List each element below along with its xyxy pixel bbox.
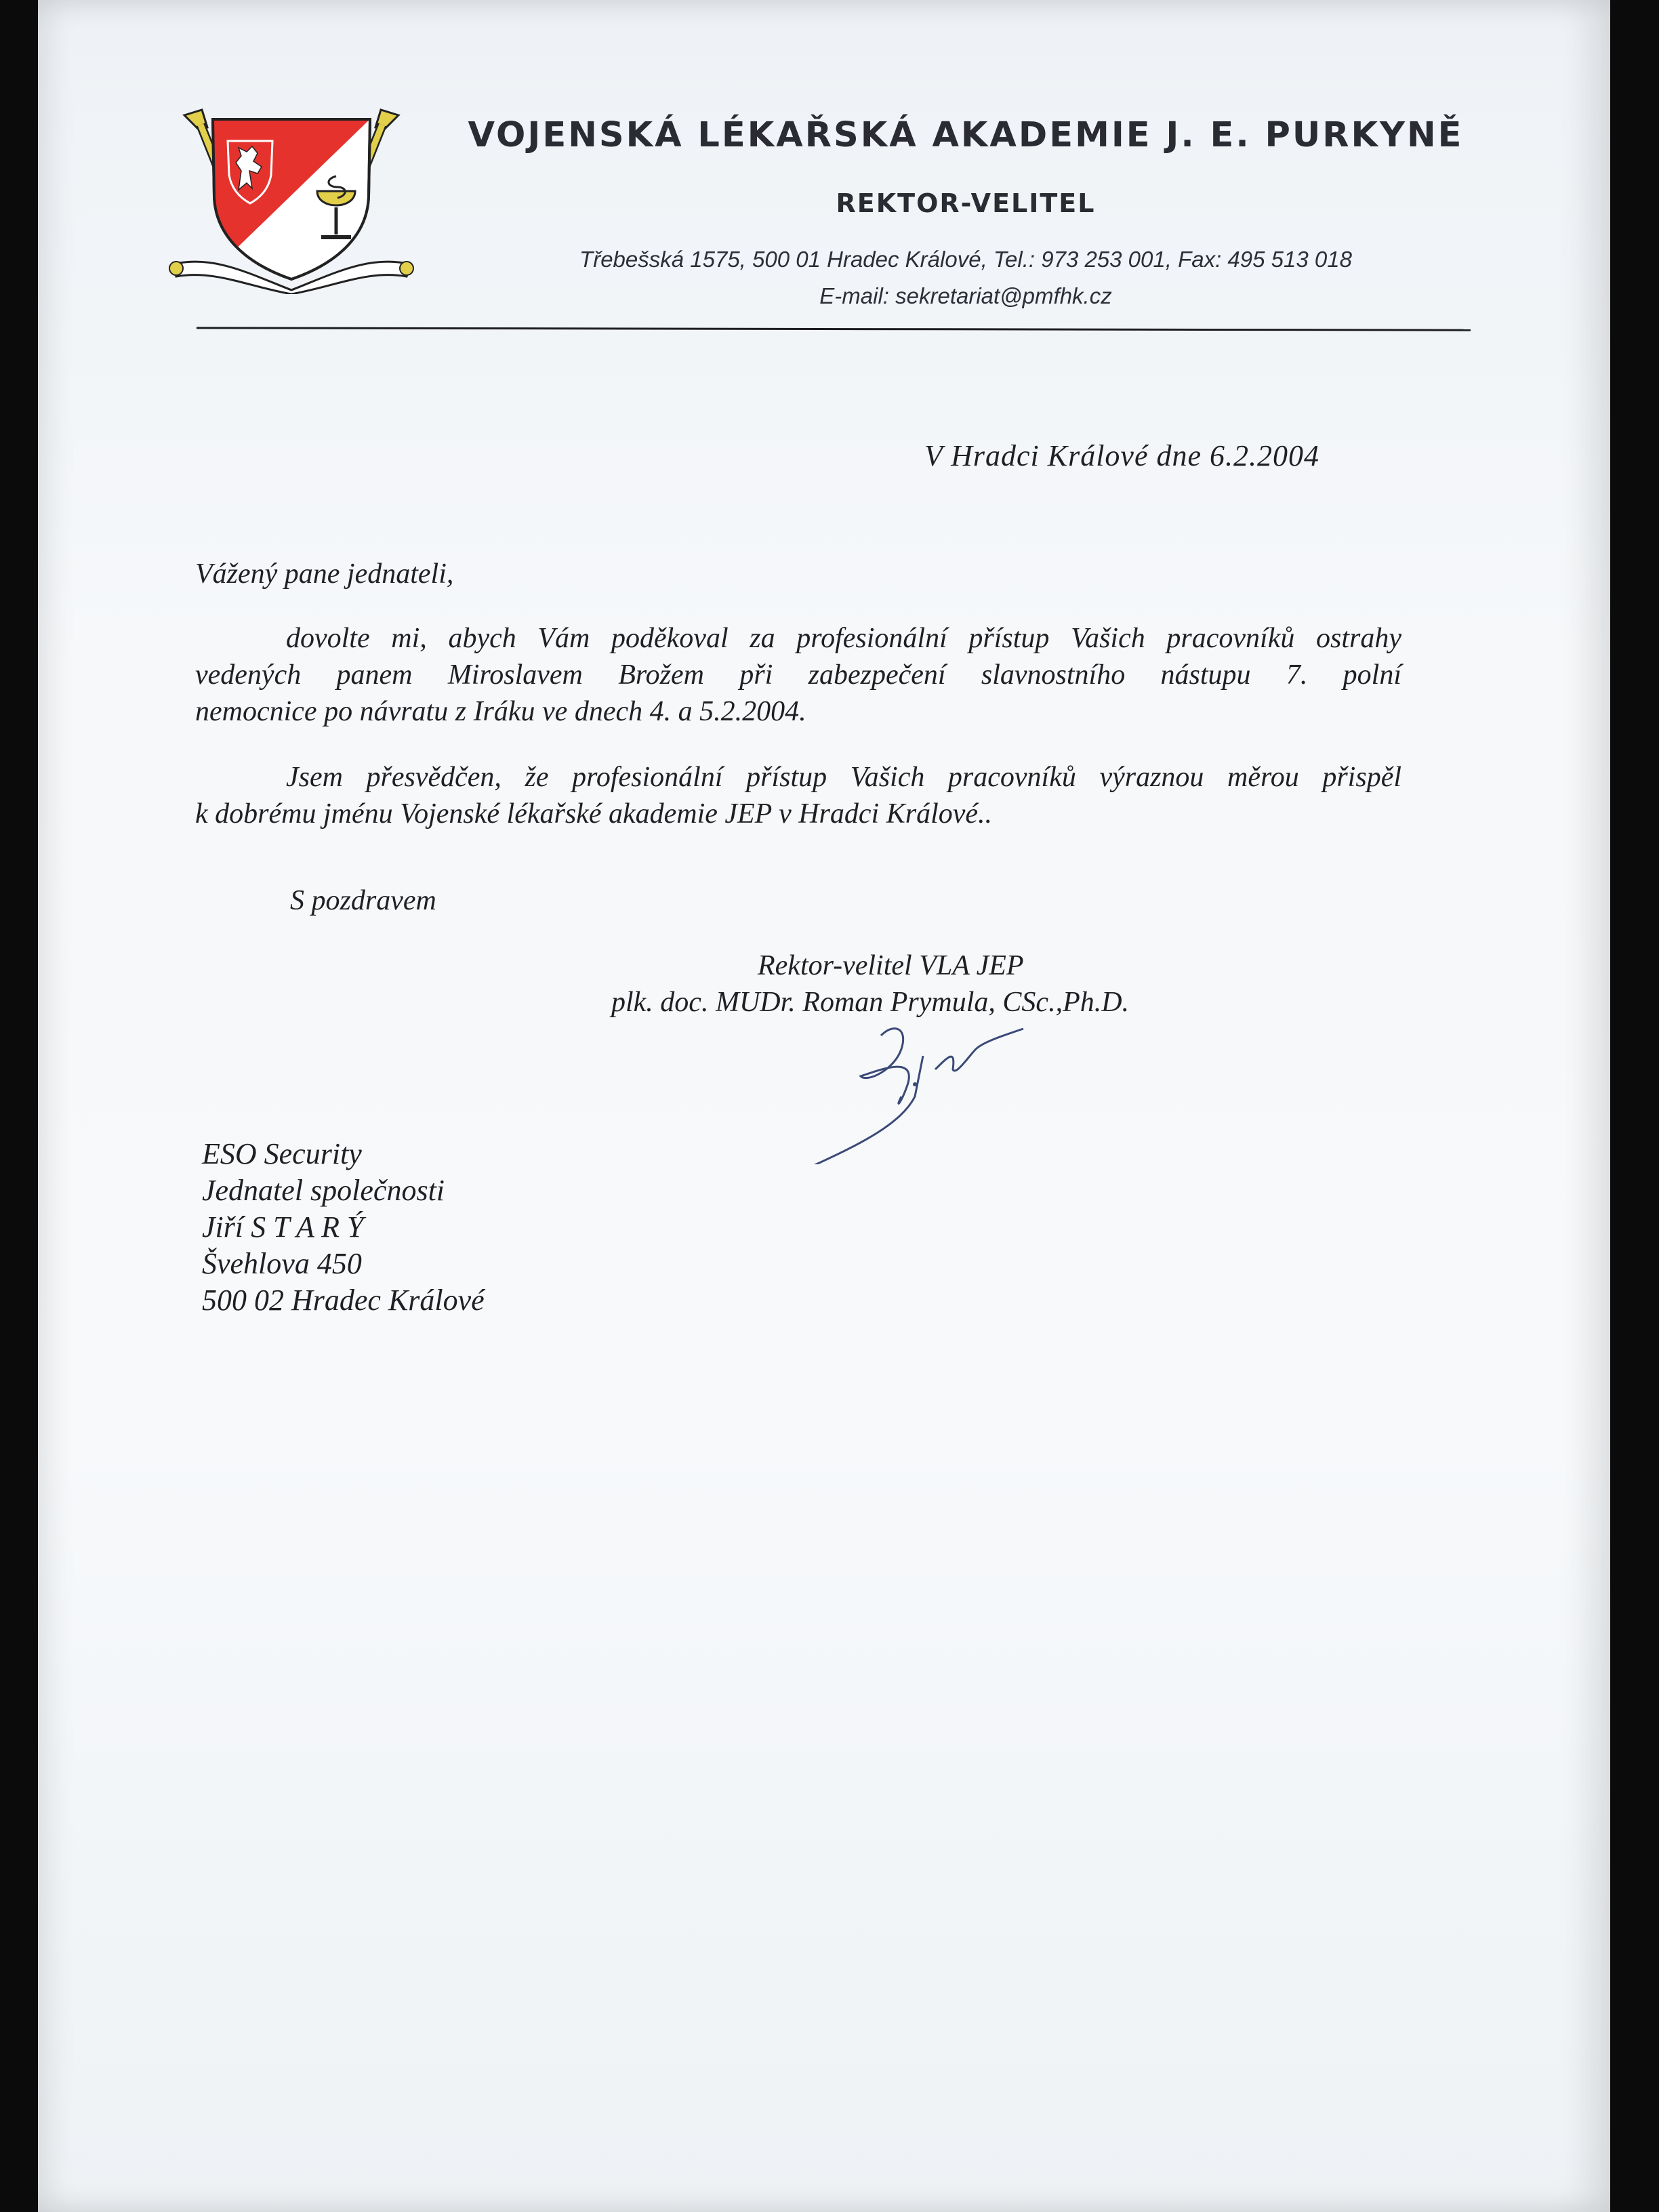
address-line: Třebešská 1575, 500 01 Hradec Králové, Tel.: 973 253 001, Fax: 495 513 018 xyxy=(579,247,1352,272)
paragraph-line: k dobrému jménu Vojenské lékařské akademie JEP v Hradci Králové.. xyxy=(195,798,993,830)
handwritten-signature xyxy=(800,1008,1071,1164)
recipient-role: Jednatel společnosti xyxy=(202,1174,445,1207)
institution-name: VOJENSKÁ LÉKAŘSKÁ AKADEMIE J. E. PURKYNĚ xyxy=(468,115,1464,155)
paragraph-line: vedených panem Miroslavem Brožem při zabezpečení slavnostního nástupu 7. polní xyxy=(195,659,1401,691)
recipient-street: Švehlova 450 xyxy=(202,1247,362,1280)
recipient-city: 500 02 Hradec Králové xyxy=(202,1284,485,1317)
office-title: REKTOR-VELITEL xyxy=(836,188,1096,218)
recipient-company: ESO Security xyxy=(202,1137,362,1170)
closing: S pozdravem xyxy=(290,885,436,916)
paragraph-line: dovolte mi, abych Vám poděkoval za profesionální přístup Vašich pracovníků ostrahy xyxy=(286,623,1401,654)
recipient-name: Jiří S T A R Ý xyxy=(202,1210,364,1244)
paragraph-line: nemocnice po návratu z Iráku ve dnech 4. a 5.2.2004. xyxy=(195,696,806,727)
body-paragraph-1 xyxy=(195,620,1401,730)
signatory-title: Rektor-velitel VLA JEP xyxy=(758,950,1024,981)
academy-crest-logo xyxy=(165,95,417,294)
body-paragraph-2 xyxy=(195,759,1401,832)
recipient-address xyxy=(202,1136,485,1319)
signatory-name: plk. doc. MUDr. Roman Prymula, CSc.,Ph.D. xyxy=(611,987,1130,1018)
letter-date: V Hradci Králové dne 6.2.2004 xyxy=(924,439,1320,472)
email-line: E-mail: sekretariat@pmfhk.cz xyxy=(819,283,1112,308)
salutation: Vážený pane jednateli, xyxy=(195,558,454,590)
paragraph-line: Jsem přesvědčen, že profesionální přístup Vašich pracovníků výraznou měrou přispěl xyxy=(286,762,1401,793)
